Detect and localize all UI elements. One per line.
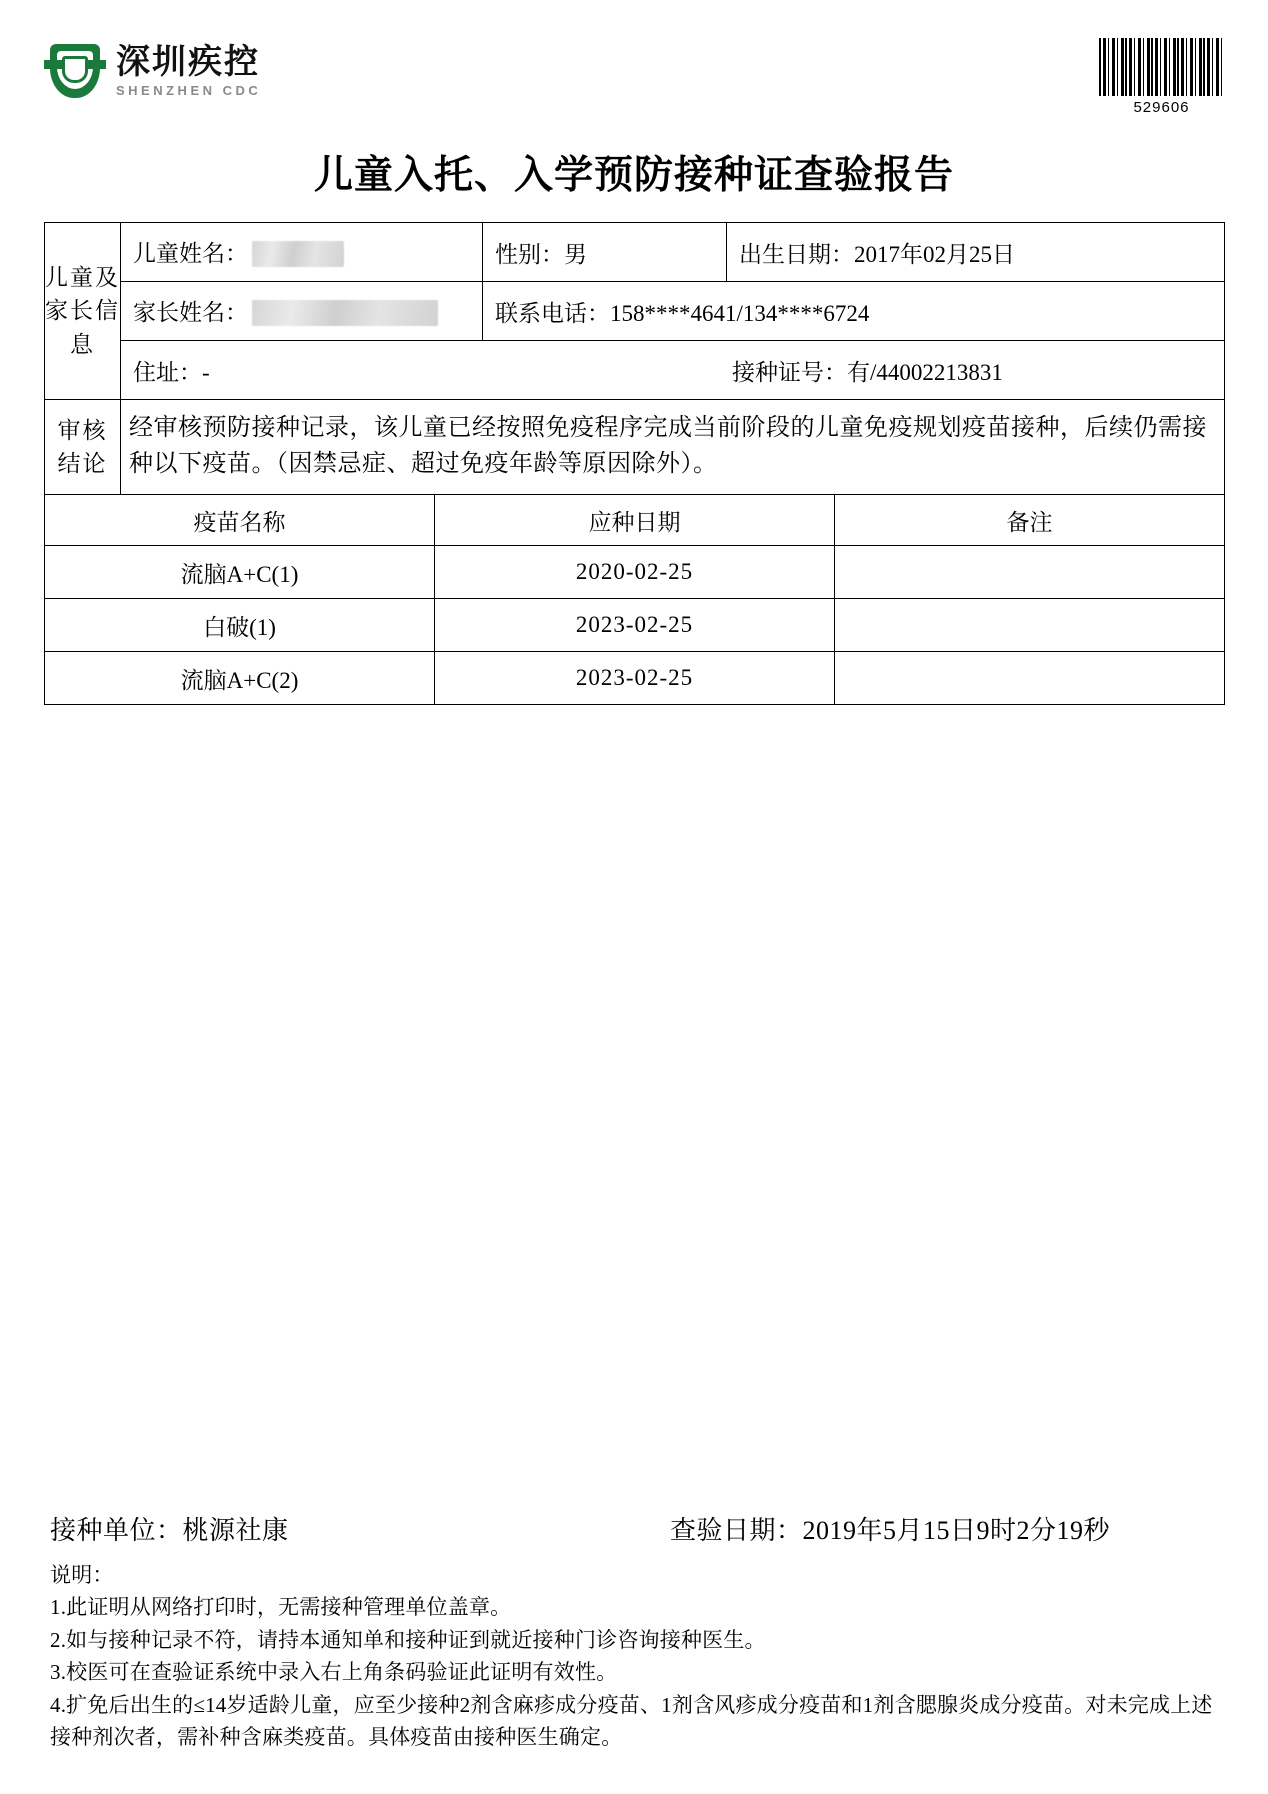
page-title: 儿童入托、入学预防接种证查验报告 xyxy=(313,154,954,197)
vaccine-name: 流脑A+C(1) xyxy=(45,546,435,599)
table-row xyxy=(45,400,1225,495)
gender-cell xyxy=(483,223,727,282)
parent-name-redacted xyxy=(252,300,438,326)
vaccine-remark xyxy=(835,546,1225,599)
column-header-remark: 备注 xyxy=(835,495,1225,546)
table-row xyxy=(45,546,1225,599)
conclusion-side-label: 审核 结论 xyxy=(45,400,121,495)
vaccine-date: 2020-02-25 xyxy=(435,546,835,599)
table-header-row xyxy=(45,495,1225,546)
conclusion-text: 经审核预防接种记录，该儿童已经按照免疫程序完成当前阶段的儿童免疫规划疫苗接种，后续仍需接种以下疫苗。（因禁忌症、超过免疫年龄等原因除外）。 xyxy=(121,400,1225,495)
footer-summary-row xyxy=(44,1510,1224,1547)
notes-block xyxy=(44,1559,1224,1754)
vaccine-table xyxy=(44,494,1225,705)
birthdate-cell xyxy=(727,223,1225,282)
table-row xyxy=(45,599,1225,652)
table-row xyxy=(45,223,1225,282)
vaccination-unit-label: 接种单位： xyxy=(50,1515,183,1545)
logo-title-cn: 深圳疾控 xyxy=(116,43,260,81)
child-name-cell xyxy=(121,223,483,282)
note-item-4: 4.扩免后出生的≤14岁适龄儿童，应至少接种2剂含麻疹成分疫苗、1剂含风疹成分疫苗和1剂含腮腺炎成分疫苗。对未完成上述接种剂次者，需补种含麻类疫苗。具体疫苗由接种医生确定。 xyxy=(50,1692,1213,1750)
child-name-redacted xyxy=(252,241,344,267)
vaccine-date: 2023-02-25 xyxy=(435,652,835,705)
vaccination-unit xyxy=(44,1510,670,1547)
phone-label: 联系电话： xyxy=(495,300,610,326)
column-header-due-date: 应种日期 xyxy=(435,495,835,546)
phone-value: 158****4641/134****6724 xyxy=(610,300,870,326)
table-row xyxy=(45,282,1225,341)
column-header-vaccine-name: 疫苗名称 xyxy=(45,495,435,546)
vaccine-remark xyxy=(835,599,1225,652)
gender-value: 男 xyxy=(564,241,587,267)
table-row xyxy=(45,652,1225,705)
vaccine-date: 2023-02-25 xyxy=(435,599,835,652)
address-cert-cell xyxy=(121,341,1225,400)
logo-title-en: SHENZHEN CDC xyxy=(116,83,262,98)
check-date-value: 2019年5月15日9时2分19秒 xyxy=(802,1515,1111,1545)
cdc-logo xyxy=(44,42,261,100)
document-footer xyxy=(44,1510,1224,1754)
child-info-table xyxy=(44,222,1225,495)
barcode-block xyxy=(1099,38,1224,116)
table-row xyxy=(45,341,1225,400)
check-date xyxy=(670,1510,1224,1547)
info-side-label: 儿童及家长信息 xyxy=(45,223,121,400)
parent-name-cell xyxy=(121,282,483,341)
cert-number-value: 有/44002213831 xyxy=(847,359,1003,385)
birthdate-value: 2017年02月25日 xyxy=(854,241,1015,267)
birthdate-label: 出生日期： xyxy=(739,241,854,267)
vaccine-name: 白破(1) xyxy=(45,599,435,652)
cert-number-label: 接种证号： xyxy=(732,359,847,385)
barcode-icon xyxy=(1099,38,1224,96)
note-item-1: 1.此证明从网络打印时，无需接种管理单位盖章。 xyxy=(50,1595,512,1620)
phone-cell xyxy=(483,282,1225,341)
check-date-label: 查验日期： xyxy=(670,1515,803,1545)
notes-title: 说明： xyxy=(50,1562,114,1587)
vaccination-unit-value: 桃源社康 xyxy=(182,1515,289,1545)
document-header xyxy=(44,0,1224,120)
note-item-3: 3.校医可在查验证系统中录入右上角条码验证此证明有效性。 xyxy=(50,1660,618,1685)
vaccine-remark xyxy=(835,652,1225,705)
barcode-number: 529606 xyxy=(1133,99,1190,116)
child-name-label: 儿童姓名： xyxy=(133,241,248,267)
address-label: 住址： xyxy=(133,359,202,385)
note-item-2: 2.如与接种记录不符，请持本通知单和接种证到就近接种门诊咨询接种医生。 xyxy=(50,1627,766,1652)
vaccine-name: 流脑A+C(2) xyxy=(45,652,435,705)
gender-label: 性别： xyxy=(495,241,564,267)
parent-name-label: 家长姓名： xyxy=(133,300,248,326)
address-value: - xyxy=(202,359,210,385)
cdc-shield-logo-icon xyxy=(44,42,106,100)
